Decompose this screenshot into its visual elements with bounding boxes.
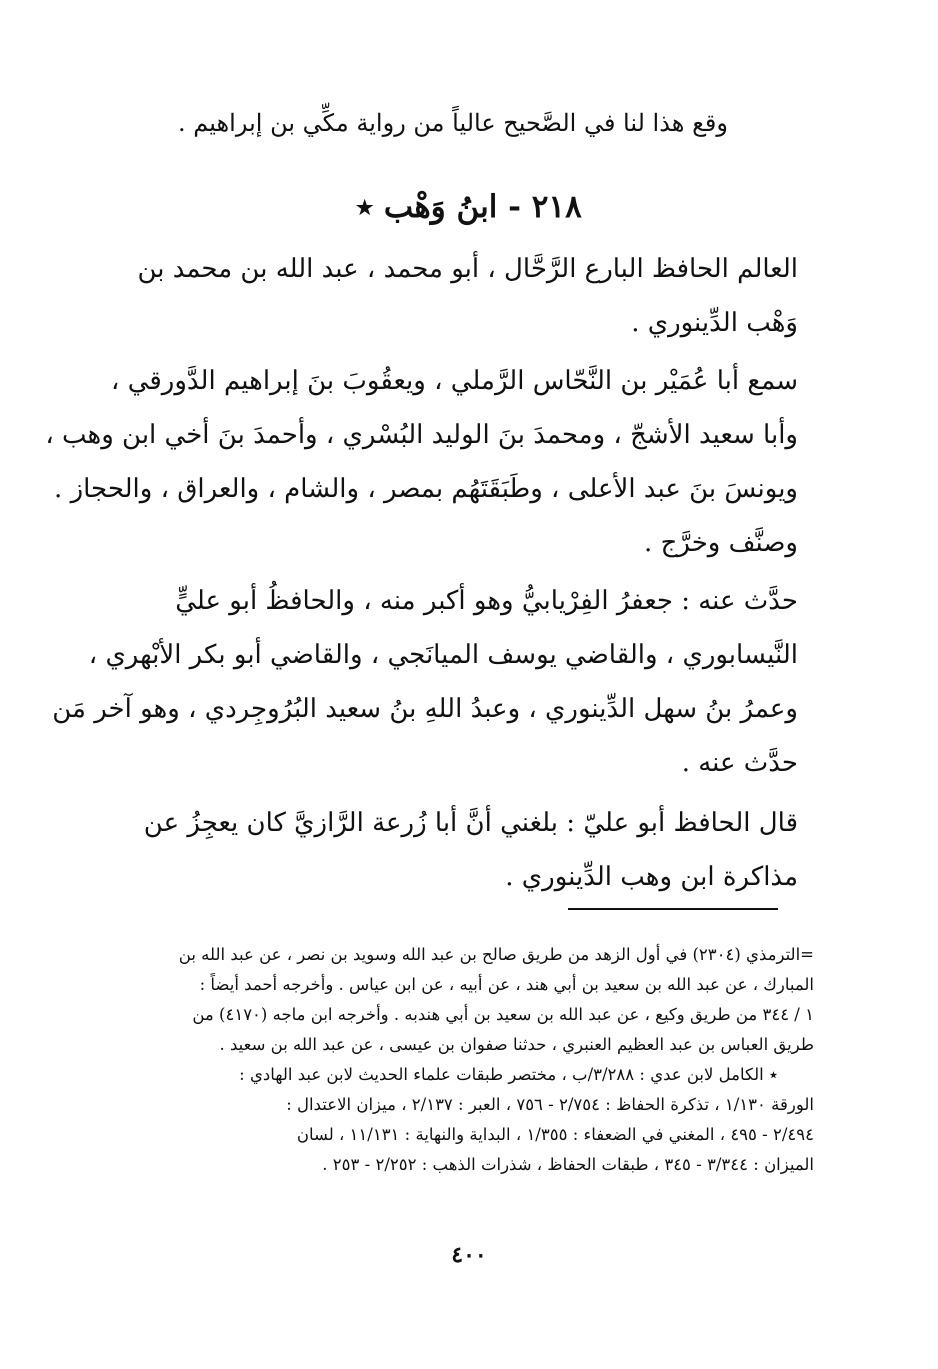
footnote-line: ٭ الكامل لابن عدي : ٣/٢٨٨/ب ، مختصر طبقات علماء الحديث لابن عبد الهادي : bbox=[239, 1065, 778, 1084]
paragraph-line: حدَّث عنه : جعفرُ الفِرْيابيُّ وهو أكبر منه ، والحافظُ أبو عليٍّ bbox=[175, 586, 798, 616]
footnote-divider bbox=[568, 908, 778, 910]
footnote-line: الورقة ١/١٣٠ ، تذكرة الحفاظ : ٢/٧٥٤ - ٧٥٦ ، العبر : ٢/١٣٧ ، ميزان الاعتدال : bbox=[286, 1095, 814, 1114]
footnote-line: =الترمذي (٢٣٠٤) في أول الزهد من طريق صالح بن عبد الله وسويد بن نصر ، عن عبد الله بن bbox=[178, 945, 814, 964]
paragraph-line: النَّيسابوري ، والقاضي يوسف الميانَجي ، والقاضي أبو بكر الأبْهري ، bbox=[88, 640, 798, 670]
paragraph-line: وأبا سعيد الأشجّ ، ومحمدَ بنَ الوليد البُسْري ، وأحمدَ بنَ أخي ابن وهب ، bbox=[45, 420, 798, 450]
students-paragraph bbox=[52, 574, 798, 790]
footnote-line: المبارك ، عن عبد الله بن سعيد بن أبي هند ، عن أبيه ، عن ابن عياس . وأخرجه أحمد أيضاً : bbox=[199, 975, 814, 994]
paragraph-line: وعمرُ بنُ سهل الدِّينوري ، وعبدُ اللهِ بنُ سعيد البُرُوجِردي ، وهو آخر مَن bbox=[52, 694, 798, 724]
bio-paragraph bbox=[108, 242, 798, 350]
paragraph-line: ويونسَ بنَ عبد الأعلى ، وطَبَقَتَهُم بمصر ، والشام ، والعراق ، والحجاز . bbox=[54, 474, 798, 504]
page-number: ٤٠٠ bbox=[451, 1242, 487, 1268]
paragraph-line: حدَّث عنه . bbox=[681, 748, 798, 778]
footnotes bbox=[112, 940, 814, 1180]
intro-text: وقع هذا لنا في الصَّحيح عالياً من رواية مكِّي بن إبراهيم . bbox=[178, 109, 728, 137]
paragraph-line: مذاكرة ابن وهب الدِّينوري . bbox=[505, 862, 798, 892]
teachers-paragraph bbox=[45, 354, 798, 570]
footnote-line: الميزان : ٣/٣٤٤ - ٣٤٥ ، طبقات الحفاظ ، شذرات الذهب : ٢/٢٥٢ - ٢٥٣ . bbox=[322, 1155, 814, 1174]
footnote-line: ١ / ٣٤٤ من طريق وكيع ، عن عبد الله بن سعيد بن أبي هندبه . وأخرجه ابن ماجه (٤١٧٠) من bbox=[192, 1005, 814, 1024]
paragraph-line: العالم الحافظ البارع الرَّحَّال ، أبو محمد ، عبد الله بن محمد بن bbox=[137, 254, 798, 284]
paragraph-line: وصنَّف وخرَّج . bbox=[644, 528, 798, 558]
quote-paragraph bbox=[108, 796, 798, 904]
entry-heading: ٢١٨ - ابنُ وَهْب ٭ bbox=[356, 189, 582, 225]
paragraph-line: وَهْب الدِّينوري . bbox=[631, 308, 798, 338]
footnote-line: ٢/٤٩٤ - ٤٩٥ ، المغني في الضعفاء : ١/٣٥٥ ، البداية والنهاية : ١١/١٣١ ، لسان bbox=[296, 1125, 814, 1144]
footnote-line: طريق العباس بن عبد العظيم العنبري ، حدثنا صفوان بن عيسى ، عن عبد الله بن سعيد . bbox=[219, 1035, 814, 1054]
paragraph-line: سمع أبا عُمَيْر بن النَّحّاس الرَّملي ، ويعقُوبَ بنَ إبراهيم الدَّورقي ، bbox=[111, 366, 798, 396]
paragraph-line: قال الحافظ أبو عليّ : بلغني أنَّ أبا زُرعة الرَّازيَّ كان يعجِزُ عن bbox=[143, 808, 798, 838]
intro-line bbox=[108, 96, 798, 150]
